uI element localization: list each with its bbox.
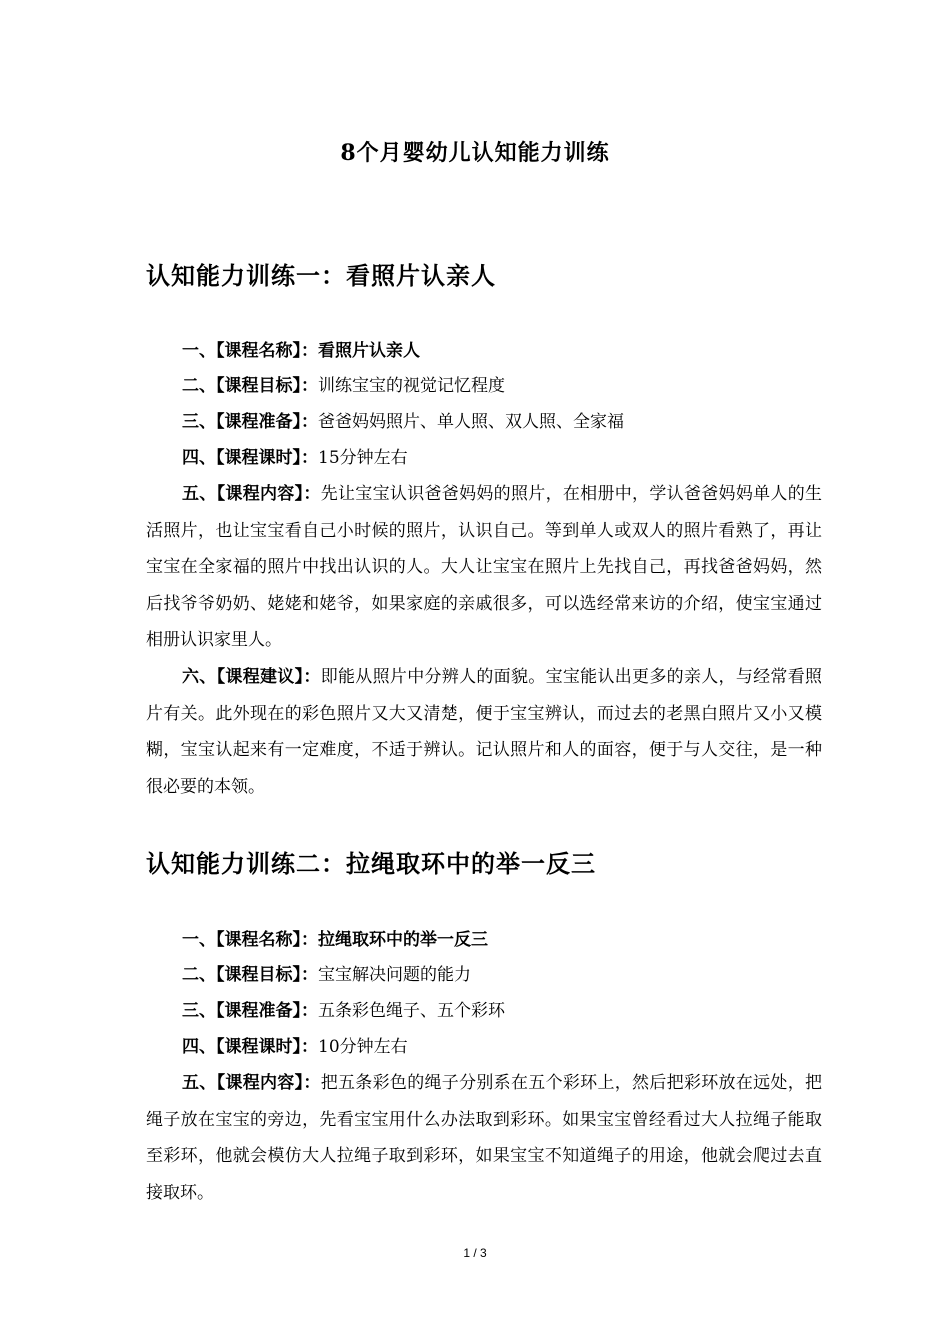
item-key: 【课程准备】： [216, 412, 318, 432]
course-time-item [146, 1029, 826, 1066]
course-goal-item [146, 957, 826, 994]
course-name-item [146, 333, 826, 370]
item-number: 一、 [182, 930, 216, 950]
item-key: 【课程目标】： [216, 965, 318, 985]
item-key: 【课程建议】： [216, 667, 321, 687]
item-value: 爸爸妈妈照片、单人照、双人照、全家福 [318, 412, 624, 432]
course-content-paragraph [146, 476, 822, 659]
course-advice-paragraph [146, 659, 822, 805]
course-time-item [146, 440, 826, 477]
item-number: 二、 [182, 376, 216, 396]
item-value: 拉绳取环中的举一反三 [318, 930, 488, 950]
item-value: 把五条彩色的绳子分别系在五个彩环上，然后把彩环放在远处，把绳子放在宝宝的旁边，先看宝宝用什么办法取到彩环。如果宝宝曾经看过大人拉绳子能取至彩环，他就会模仿大人拉绳子取到彩环，如果宝宝不知道绳子的用途，他就会爬过去直接取环。 [146, 1073, 823, 1203]
item-number: 三、 [182, 412, 216, 432]
item-number: 一、 [182, 341, 216, 361]
item-key: 【课程课时】： [216, 448, 318, 468]
section-title-2: 认知能力训练二：拉绳取环中的举一反三 [146, 849, 596, 878]
course-prep-item [146, 404, 826, 441]
item-number: 六、 [182, 667, 217, 687]
item-number: 五、 [182, 484, 217, 504]
item-key: 【课程课时】： [216, 1037, 318, 1057]
item-key: 【课程名称】： [216, 341, 318, 361]
page-number: 1 / 3 [463, 1246, 487, 1260]
section-title-1: 认知能力训练一：看照片认亲人 [146, 261, 496, 290]
item-key: 【课程名称】： [216, 930, 318, 950]
item-key: 【课程内容】： [216, 484, 321, 504]
item-value: 看照片认亲人 [318, 341, 420, 361]
item-value: 15分钟左右 [318, 448, 408, 468]
item-number: 四、 [182, 448, 216, 468]
item-key: 【课程内容】： [216, 1073, 321, 1093]
document-title: 8个月婴幼儿认知能力训练 [340, 140, 610, 166]
item-number: 二、 [182, 965, 216, 985]
course-prep-item [146, 993, 826, 1030]
item-value: 宝宝解决问题的能力 [318, 965, 471, 985]
item-value: 先让宝宝认识爸爸妈妈的照片，在相册中，学认爸爸妈妈单人的生活照片，也让宝宝看自己小时候的照片，认识自己。等到单人或双人的照片看熟了，再让宝宝在全家福的照片中找出认识的人。大人让宝宝在照片上先找自己，再找爸爸妈妈，然后找爷爷奶奶、姥姥和姥爷，如果家庭的亲戚很多，可以选经常来访的介绍，使宝宝通过相册认识家里人。 [146, 484, 823, 650]
item-number: 四、 [182, 1037, 216, 1057]
item-number: 三、 [182, 1001, 216, 1021]
course-name-item [146, 922, 826, 959]
course-goal-item [146, 368, 826, 405]
item-key: 【课程目标】： [216, 376, 318, 396]
item-value: 训练宝宝的视觉记忆程度 [318, 376, 505, 396]
item-value: 10分钟左右 [318, 1037, 408, 1057]
course-content-paragraph [146, 1065, 822, 1211]
item-number: 五、 [182, 1073, 217, 1093]
item-key: 【课程准备】： [216, 1001, 318, 1021]
item-value: 五条彩色绳子、五个彩环 [318, 1001, 505, 1021]
item-value: 即能从照片中分辨人的面貌。宝宝能认出更多的亲人，与经常看照片有关。此外现在的彩色照片又大又清楚，便于宝宝辨认，而过去的老黑白照片又小又模糊，宝宝认起来有一定难度，不适于辨认。记认照片和人的面容，便于与人交往，是一种很必要的本领。 [146, 667, 823, 797]
